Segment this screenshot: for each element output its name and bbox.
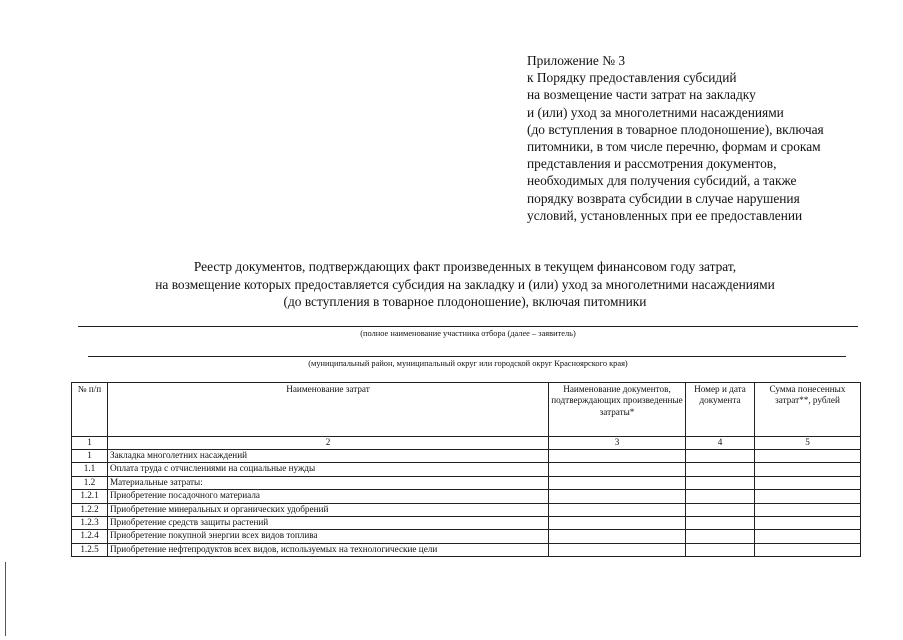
row-doc-number-cell[interactable]: [686, 543, 755, 556]
header-num: № п/п: [72, 383, 108, 437]
row-cost-name: Приобретение нефтепродуктов всех видов, используемых на технологические цели: [108, 543, 549, 556]
row-sum-cell[interactable]: [755, 463, 861, 476]
row-documents-cell[interactable]: [549, 516, 686, 529]
row-cost-name: Приобретение посадочного материала: [108, 490, 549, 503]
appendix-line: представления и рассмотрения документов,: [527, 156, 777, 172]
row-doc-number-cell[interactable]: [686, 490, 755, 503]
row-sum-cell[interactable]: [755, 476, 861, 489]
table-row: [72, 503, 861, 516]
title-line: (до вступления в товарное плодоношение), включая питомники: [283, 294, 647, 309]
row-sum-cell[interactable]: [755, 516, 861, 529]
table-header-row: [72, 383, 861, 437]
header-sum: Сумма понесенных затрат**, рублей: [755, 383, 861, 437]
header-doc-number-date: Номер и дата документа: [686, 383, 755, 437]
row-sum-cell[interactable]: [755, 530, 861, 543]
appendix-line: Приложение № 3: [527, 53, 626, 68]
row-sum-cell[interactable]: [755, 503, 861, 516]
row-sum-cell[interactable]: [755, 450, 861, 463]
document-title: [60, 258, 870, 311]
table-row: [72, 463, 861, 476]
table-row: [72, 476, 861, 489]
row-cost-name: Приобретение средств защиты растений: [108, 516, 549, 529]
row-cost-name: Закладка многолетних насаждений: [108, 450, 549, 463]
district-field-line[interactable]: [88, 356, 846, 357]
registry-table: [71, 382, 861, 557]
applicant-name-caption: (полное наименование участника отбора (далее – заявитель): [360, 329, 576, 338]
table-row: [72, 516, 861, 529]
row-documents-cell[interactable]: [549, 490, 686, 503]
row-documents-cell[interactable]: [549, 476, 686, 489]
row-documents-cell[interactable]: [549, 503, 686, 516]
row-doc-number-cell[interactable]: [686, 503, 755, 516]
row-num: 1.2: [72, 476, 108, 489]
row-doc-number-cell[interactable]: [686, 530, 755, 543]
row-num: 1.2.5: [72, 543, 108, 556]
row-cost-name: Приобретение покупной энергии всех видов топлива: [108, 530, 549, 543]
title-line: Реестр документов, подтверждающих факт произведенных в текущем финансовом году затрат,: [193, 259, 737, 274]
appendix-line: на возмещение части затрат на закладку: [527, 87, 756, 103]
row-documents-cell[interactable]: [549, 463, 686, 476]
title-line: на возмещение которых предоставляется субсидия на закладку и (или) уход за многолетними насаждениями: [155, 276, 775, 292]
header-cost-name: Наименование затрат: [108, 383, 549, 437]
appendix-line: необходимых для получения субсидий, а также: [527, 173, 797, 189]
table-row: [72, 543, 861, 556]
row-num: 1.2.3: [72, 516, 108, 529]
district-caption: (муниципальный район, муниципальный округ или городской округ Красноярского края): [308, 359, 628, 368]
row-documents-cell[interactable]: [549, 450, 686, 463]
row-cost-name: Приобретение минеральных и органических удобрений: [108, 503, 549, 516]
row-num: 1.2.4: [72, 530, 108, 543]
row-num: 1.2.2: [72, 503, 108, 516]
column-number-row: [72, 437, 861, 450]
row-doc-number-cell[interactable]: [686, 450, 755, 463]
column-number: 1: [72, 437, 108, 450]
appendix-line: условий, установленных при ее предоставлении: [527, 207, 803, 223]
row-cost-name: Оплата труда с отчислениями на социальные нужды: [108, 463, 549, 476]
row-documents-cell[interactable]: [549, 530, 686, 543]
page-edge-mark: [5, 562, 6, 636]
appendix-block: [527, 52, 897, 224]
row-doc-number-cell[interactable]: [686, 463, 755, 476]
column-number: 3: [549, 437, 686, 450]
row-num: 1: [72, 450, 108, 463]
table-row: [72, 530, 861, 543]
appendix-line: питомники, в том числе перечню, формам и срокам: [527, 139, 821, 155]
row-doc-number-cell[interactable]: [686, 516, 755, 529]
appendix-line: и (или) уход за многолетними насаждениями: [527, 104, 784, 120]
row-documents-cell[interactable]: [549, 543, 686, 556]
appendix-line: порядку возврата субсидии в случае нарушения: [527, 190, 800, 206]
table-row: [72, 450, 861, 463]
row-sum-cell[interactable]: [755, 543, 861, 556]
row-sum-cell[interactable]: [755, 490, 861, 503]
column-number: 4: [686, 437, 755, 450]
row-num: 1.2.1: [72, 490, 108, 503]
row-num: 1.1: [72, 463, 108, 476]
header-documents: Наименование документов, подтверждающих произведенные затраты*: [549, 383, 686, 437]
appendix-line: к Порядку предоставления субсидий: [527, 70, 737, 86]
row-cost-name: Материальные затраты:: [108, 476, 549, 489]
applicant-name-field-line[interactable]: [78, 326, 858, 327]
column-number: 2: [108, 437, 549, 450]
appendix-line: (до вступления в товарное плодоношение), включая: [527, 121, 824, 137]
column-number: 5: [755, 437, 861, 450]
row-doc-number-cell[interactable]: [686, 476, 755, 489]
table-row: [72, 490, 861, 503]
